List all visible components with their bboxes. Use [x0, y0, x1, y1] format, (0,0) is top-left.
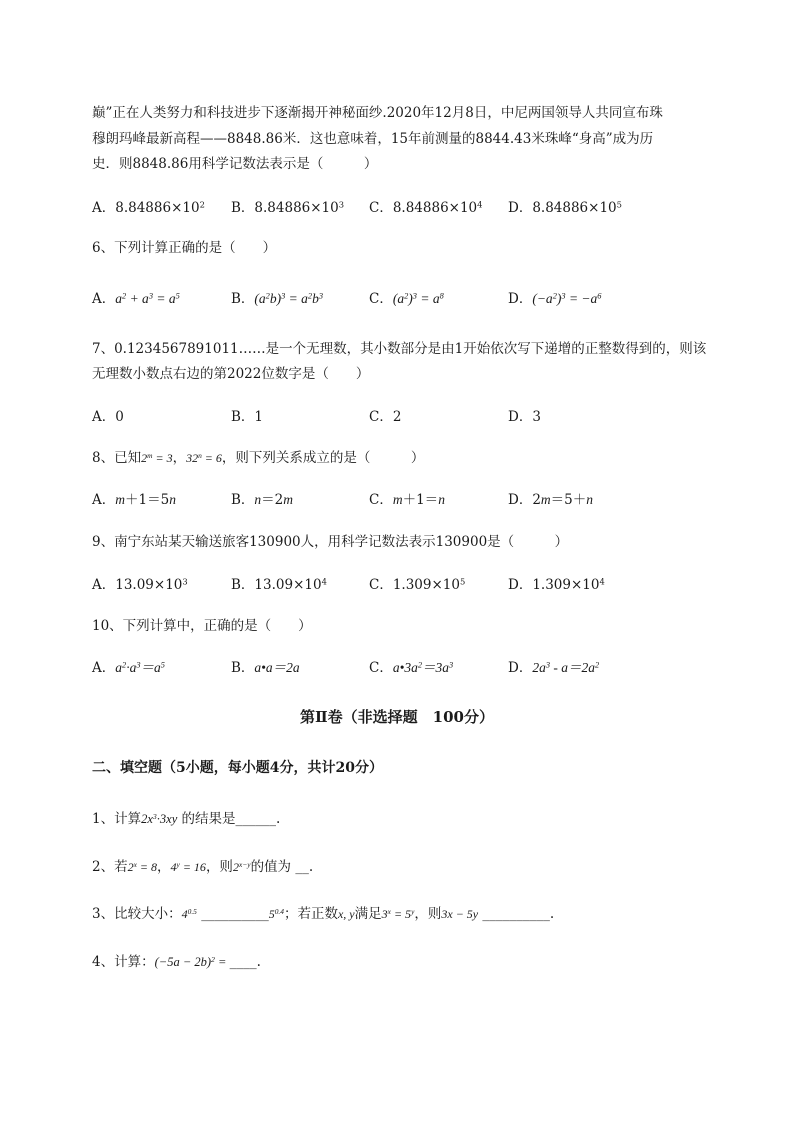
fill-2	[92, 855, 313, 875]
formula: $(-a^2)^3 = -a^6$	[532, 291, 602, 306]
q5-option-d[interactable]	[508, 196, 622, 216]
formula: m	[392, 492, 403, 507]
q6-stem: 6、下列计算正确的是（ ）	[92, 240, 277, 256]
fill-3-prefix: 3、比较大小：	[92, 906, 182, 922]
q5-option-c[interactable]	[369, 196, 482, 216]
q8-option-c[interactable]: C．m＋1＝n	[369, 492, 445, 508]
option-label: A．13.09×10	[92, 577, 183, 593]
q8-option-b[interactable]: B．n＝2m	[231, 492, 294, 508]
option-label: D．	[508, 660, 533, 676]
q9-option-b[interactable]	[231, 573, 327, 593]
q10-option-b[interactable]	[231, 656, 300, 676]
fill-3	[92, 902, 554, 922]
fill-1-prefix: 1、计算	[92, 811, 142, 827]
formula: $2^m = 3$	[141, 450, 173, 465]
fill-2-suffix[interactable]: 的值为 __.	[250, 859, 314, 875]
formula: n	[169, 492, 176, 507]
formula: $(-5a - 2b)^2$ =	[154, 954, 230, 969]
option-label: A．8.84886×10	[92, 200, 200, 216]
exponent: 3	[182, 576, 188, 587]
formula: a•a＝2a	[254, 660, 300, 675]
q8-option-d[interactable]: D．2m＝5＋n	[508, 492, 594, 508]
option-label: A．	[92, 291, 116, 307]
fill-4	[92, 950, 261, 970]
formula: $a•3a^2=3a^3$	[392, 660, 454, 675]
formula: $4^y = 16$	[170, 859, 206, 874]
formula: n	[586, 492, 594, 507]
formula: $32^n = 6$	[186, 450, 222, 465]
formula: $2x^3\cdot 3xy$	[141, 811, 178, 826]
q6-option-c[interactable]	[369, 287, 444, 307]
fill-4-blank[interactable]: ____.	[229, 954, 261, 970]
formula: $(a^2)^3 = a^8$	[392, 291, 444, 306]
q5-line-1: 巅”正在人类努力和科技进步下逐渐揭开神秘面纱.2020年12月8日，中尼两国领导人共同宣布珠	[92, 105, 663, 121]
q7-option-a[interactable]: A．0	[92, 409, 124, 425]
q10-option-a[interactable]	[92, 656, 165, 676]
q5-option-a[interactable]	[92, 196, 205, 216]
option-label: B．	[231, 660, 255, 676]
exponent: 3	[338, 199, 345, 210]
exponent: 5	[616, 199, 622, 210]
formula: $2^x = 8$	[127, 859, 158, 874]
q5-line-2: 穆朗玛峰最新高程——8848.86米．这也意味着，15年前测量的8844.43米珠峰“身高”成为历	[92, 131, 654, 147]
part2-title: 第Ⅱ卷（非选择题 100分）	[300, 708, 494, 726]
option-label: C．	[369, 291, 393, 307]
fill-2-comma: ，	[157, 859, 171, 875]
formula: $a^2 + a^3 = a^5$	[115, 291, 180, 306]
formula: $4^{0.5}$	[181, 906, 197, 921]
fill-blank-section-title: 二、填空题（5小题，每小题4分，共计20分）	[92, 760, 383, 776]
exponent: 2	[199, 199, 205, 210]
q6-option-a[interactable]	[92, 287, 180, 307]
fill-3-blank-1[interactable]: __________	[201, 906, 269, 922]
option-label: B．	[231, 492, 255, 508]
q7-option-c[interactable]: C．2	[369, 409, 402, 425]
q7-line-2: 无理数小数点右边的第2022位数字是（ ）	[92, 366, 370, 382]
option-label: A．	[92, 660, 116, 676]
option-label: D．	[508, 291, 533, 307]
option-label: A．	[92, 492, 116, 508]
formula: $2a^3 - a=2a^2$	[532, 660, 600, 675]
q8-prefix: 8、已知	[92, 450, 142, 466]
option-label: D．8.84886×10	[508, 200, 617, 216]
option-label: B．13.09×10	[231, 577, 322, 593]
option-label: C．8.84886×10	[369, 200, 478, 216]
exponent: 4	[321, 576, 327, 587]
fill-2-then: ，则	[205, 859, 233, 875]
q7-option-b[interactable]: B．1	[231, 409, 264, 425]
q7-line-1: 7、0.1234567891011……是一个无理数，其小数部分是由1开始依次写下递增的正整数得到的，则该	[92, 341, 707, 357]
q10-option-d[interactable]	[508, 656, 599, 676]
option-label: B．8.84886×10	[231, 200, 339, 216]
exponent: 5	[459, 576, 466, 587]
q6-option-b[interactable]	[231, 287, 323, 307]
q8-comma: ，	[172, 450, 187, 466]
q8-option-a[interactable]: A．m＋1＝5n	[92, 492, 176, 508]
q9-option-a[interactable]	[92, 573, 188, 593]
formula: $2^{x-y}$	[232, 859, 251, 874]
fill-4-prefix: 4、计算：	[92, 954, 155, 970]
fill-3-satisfy: 满足	[354, 906, 382, 922]
fill-3-then: ，则	[414, 906, 442, 922]
formula: $3^x = 5^y$	[381, 906, 415, 921]
formula: 3x − 5y	[441, 907, 479, 921]
option-label: C．1.309×10	[369, 577, 460, 593]
fill-1-suffix[interactable]: 的结果是______.	[177, 811, 281, 827]
q9-stem: 9、南宁东站某天输送旅客130900人，用科学记数法表示130900是（ ）	[92, 534, 569, 550]
q5-option-b[interactable]	[231, 196, 344, 216]
q7-option-d[interactable]: D．3	[508, 409, 541, 425]
q8-suffix: ，则下列关系成立的是（ ）	[221, 450, 425, 466]
formula: x, y	[337, 907, 355, 921]
formula: $5^{0.4}$	[268, 906, 284, 921]
q9-option-d[interactable]	[508, 573, 605, 593]
formula: $a^2\cdot a^3=a^5$	[115, 660, 165, 675]
formula: m	[115, 492, 125, 507]
q9-option-c[interactable]	[369, 573, 465, 593]
option-label: B．	[231, 291, 255, 307]
fill-3-blank-2[interactable]: __________.	[482, 906, 555, 922]
q5-line-3: 史．则8848.86用科学记数法表示是（ ）	[92, 156, 378, 172]
option-label: D．	[508, 492, 533, 508]
formula: n	[254, 492, 262, 507]
q8-stem	[92, 446, 424, 466]
formula: m	[540, 492, 551, 507]
option-label: C．	[369, 492, 393, 508]
q6-option-d[interactable]	[508, 287, 601, 307]
exponent: 4	[477, 199, 483, 210]
fill-1	[92, 807, 280, 827]
formula: m	[283, 492, 294, 507]
option-label: D．1.309×10	[508, 577, 600, 593]
formula: $(a^2b)^3 = a^2b^3$	[254, 291, 324, 306]
fill-3-middle: ；若正数	[283, 906, 338, 922]
q10-option-c[interactable]	[369, 656, 453, 676]
exponent: 4	[599, 576, 605, 587]
q10-stem: 10、下列计算中，正确的是（ ）	[92, 618, 312, 634]
fill-2-prefix: 2、若	[92, 859, 128, 875]
option-label: C．	[369, 660, 393, 676]
formula: n	[438, 492, 445, 507]
